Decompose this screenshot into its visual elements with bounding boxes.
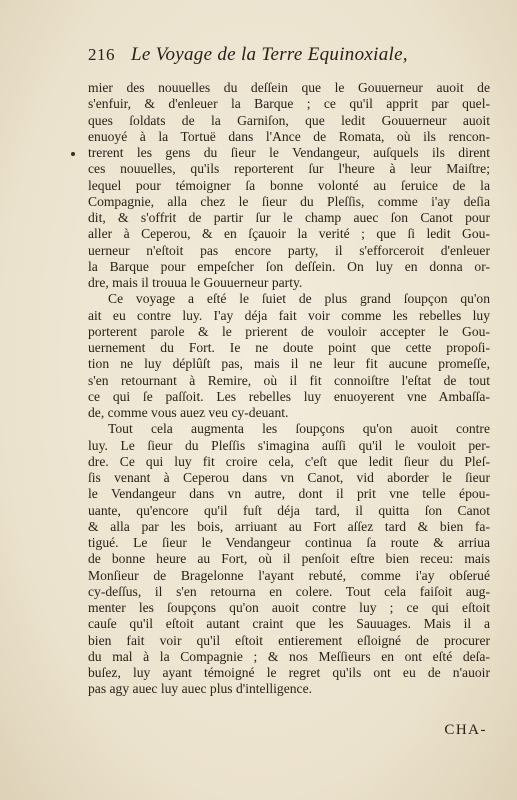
text-line: s'en retournant à Remire, où il fit connoiſtre l'eſtat de tout: [88, 372, 490, 388]
ink-blot: [71, 152, 75, 156]
text-line: pas agy auec luy auec plus d'intelligence.: [88, 681, 313, 697]
text-line: lequel pour témoigner ſa bonne volonté au ſeruice de la: [88, 177, 490, 193]
text-line: du mal à la Compagnie ; & nos Meſſieurs en ont eſté deſa-: [88, 648, 490, 664]
text-line: enuoyé à la Tortuë dans l'Ance de Romata, où ils rencon-: [88, 128, 490, 144]
body-text: [88, 80, 490, 698]
text-line: dre. Ce qui luy fit croire cela, c'eſt que ledit ſieur du Pleſ-: [88, 453, 490, 469]
text-line: bien fait voir qu'il eſtoit entierement eſloigné de procurer: [88, 632, 490, 648]
text-line: ſis venant à Ceperou dans vn Canot, vid aborder le ſieur: [88, 470, 490, 485]
text-line: ce qui ſe paſſoit. Les rebelles luy enuoyerent vne Ambaſſa-: [88, 388, 490, 404]
text-line: Tout cela augmenta les ſoupçons qu'on auoit contre: [108, 421, 490, 437]
text-line: ait eu contre luy. I'ay déja fait voir comme les rebelles luy: [88, 307, 490, 323]
text-line: Compagnie, alla chez le ſieur du Pleſſis, comme i'ay deſia: [88, 193, 490, 209]
page-header: [88, 44, 489, 66]
catchword: CHA-: [444, 722, 487, 738]
text-line: Monſieur de Bragelonne l'ayant rebuté, comme i'ay obſerué: [88, 567, 490, 583]
text-line: la Barque pour empeſcher ſon deſſein. On luy en donna or-: [88, 258, 490, 274]
text-line: menter les ſoupçons qu'on auoit contre luy ; ce qui eſtoit: [88, 600, 490, 615]
text-line: cy-deſſus, il s'en retourna en colere. Tout cela faiſoit aug-: [88, 583, 490, 599]
text-line: uante, qu'encore qu'il fuſt déja tard, il quitta ſon Canot: [88, 502, 490, 518]
text-line: tigué. Le ſieur le Vendangeur continua ſa route & arriua: [88, 535, 490, 550]
running-title: Le Voyage de la Terre Equinoxiale,: [131, 44, 408, 65]
text-line: ces nouuelles, qu'ils reporterent ſur l'heure à leur Maiſtre;: [88, 161, 490, 177]
text-line: & alla par les bois, arriuant au Fort aſſez tard & bien fa-: [88, 518, 490, 534]
text-line: porterent parole & le prierent de vouloir accepter le Gou-: [88, 323, 490, 339]
text-line: tion ne luy déplûſt pas, mais il ne leur fit aucune promeſſe,: [88, 356, 490, 372]
text-line: trerent les gens du ſieur le Vendangeur, auſquels ils dirent: [88, 145, 490, 160]
text-line: de bonne heure au Fort, où il penſoit eſtre bien receu: mais: [88, 551, 490, 567]
text-line: de, comme vous auez veu cy-deuant.: [88, 405, 289, 420]
text-line: uerneur n'eſtoit pas encore party, il s'efforceroit d'enleuer: [88, 242, 490, 258]
text-line: mier des nouuelles du deſſein que le Gouuerneur auoit de: [88, 80, 490, 95]
text-line: buſez, luy ayant témoigné le regret qu'ils ont eu de n'auoir: [88, 665, 490, 680]
text-line: le Vendangeur dans vn autre, dont il prit vne telle épou-: [88, 486, 490, 502]
text-line: aller à Ceperou, & en ſçauoir la verité ; que ſi ledit Gou-: [88, 226, 490, 242]
text-line: s'enfuir, & d'enleuer la Barque ; ce qu'il apprit par quel-: [88, 96, 490, 112]
text-line: uernement du Fort. Ie ne doute point que cette propoſi-: [88, 340, 490, 355]
paragraph: [88, 80, 490, 291]
text-line: ques ſoldats de la Garniſon, que ledit Gouuerneur auoit: [88, 112, 490, 128]
text-line: Ce voyage a eſté le ſuiet de plus grand ſoupçon qu'on: [108, 291, 490, 307]
paragraph: [88, 421, 490, 697]
text-line: dit, & s'offrit de partir ſur le champ auec ſon Canot pour: [88, 210, 490, 225]
text-line: luy. Le ſieur du Pleſſis s'imagina auſſi qu'il le vouloit per-: [88, 437, 490, 453]
text-line: dre, mais il trouua le Gouuerneur party.: [88, 275, 303, 290]
page-number: 216: [88, 45, 115, 64]
paragraph: [88, 291, 490, 421]
text-line: cauſe qu'il eſtoit autant craint que les Sauuages. Mais il a: [88, 616, 490, 632]
